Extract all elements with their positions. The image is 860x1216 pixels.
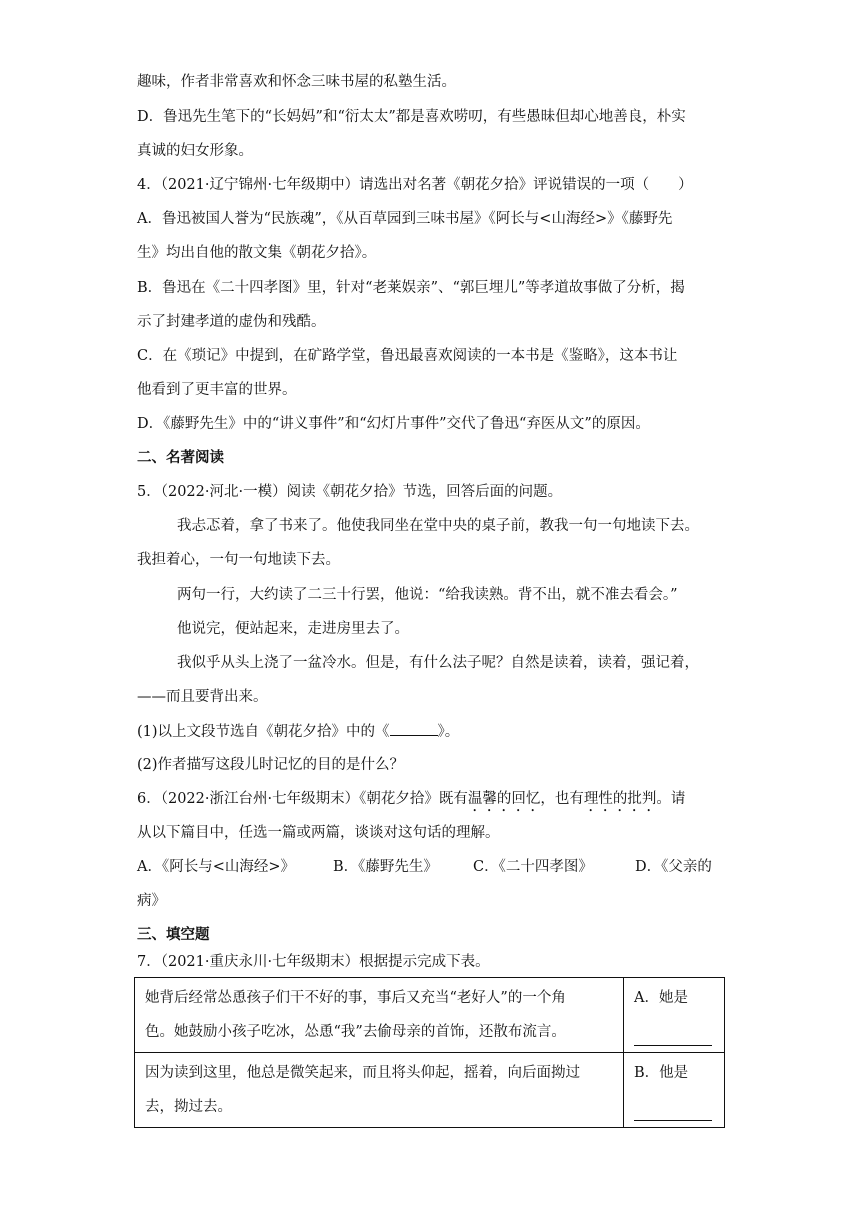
section-heading: 二、名著阅读 [137, 450, 224, 466]
q4-option-c: C．在《琐记》中提到，在矿路学堂，鲁迅最喜欢阅读的一本书是《鉴略》，这本书让 [137, 348, 678, 364]
text-line: D．鲁迅先生笔下的“长妈妈”和“衍太太”都是喜欢唠叨，有些愚昧但却心地善良，朴实 [137, 109, 686, 125]
emphasis-text: 理性的批判 [583, 791, 657, 807]
answer-blank[interactable] [634, 1015, 712, 1046]
passage-line: ——而且要背出来。 [137, 689, 268, 705]
table-cell-desc [135, 978, 624, 1053]
q4-option-a-cont: 生》均出自他的散文集《朝花夕拾》。 [137, 245, 377, 261]
q6-option-d-cont: 病》 [137, 893, 166, 909]
q6-stem-cont: 从以下篇目中，任选一篇或两篇，谈谈对这句话的理解。 [137, 825, 500, 841]
q4-option-b: B．鲁迅在《二十四孝图》里，针对“老莱娱亲”、“郭巨埋儿”等孝道故事做了分析，揭 [137, 280, 685, 296]
table-cell-answer [624, 978, 725, 1053]
q6-stem-text: ，也有 [540, 791, 584, 807]
q4-stem: 4．（2021·辽宁锦州·七年级期中）请选出对名著《朝花夕拾》评说错误的一项（ ） [137, 177, 693, 193]
q6-stem [137, 789, 685, 815]
q7-stem: 7．（2021·重庆永川·七年级期末）根据提示完成下表。 [137, 954, 490, 970]
table-cell-desc [135, 1053, 624, 1128]
passage-line: 我担着心，一句一句地读下去。 [137, 552, 340, 568]
text-line: 真诚的妇女形象。 [137, 143, 253, 159]
table-cell-answer [624, 1053, 725, 1128]
section-heading: 三、填空题 [137, 927, 210, 943]
answer-label: A．她是 [634, 990, 688, 1006]
answer-label: B．他是 [634, 1065, 689, 1081]
answer-blank[interactable] [390, 721, 438, 736]
q6-option-d: D．《父亲的 [635, 859, 712, 875]
cell-line: 她背后经常怂恿孩子们干不好的事，事后又充当“老好人”的一个角 [145, 990, 566, 1006]
q6-option-b: B．《藤野先生》 [333, 859, 438, 875]
q6-stem-text: 。请 [656, 791, 686, 807]
cell-line: 因为读到这里，他总是微笑起来，而且将头仰起，摇着，向后面拗过 [145, 1065, 580, 1081]
text-line: 趣味，作者非常喜欢和怀念三味书屋的私塾生活。 [137, 74, 456, 90]
q4-option-d: D．《藤野先生》中的“讲义事件”和“幻灯片事件”交代了鲁迅“弃医从文”的原因。 [137, 416, 650, 432]
q5-sub1-text: (1)以上文段节选自《朝花夕拾》中的《 [137, 724, 390, 740]
q6-option-c: C．《二十四孝图》 [473, 859, 593, 875]
q5-stem: 5．（2022·河北·一模）阅读《朝花夕拾》节选，回答后面的问题。 [137, 484, 563, 500]
q6-option-a: A．《阿长与<山海经>》 [137, 859, 296, 875]
q4-option-b-cont: 示了封建孝道的虚伪和残酷。 [137, 314, 326, 330]
fill-table [134, 977, 725, 1128]
table-row [135, 978, 725, 1053]
q5-sub1-end: 》。 [437, 724, 460, 740]
q4-option-a: A．鲁迅被国人誉为“民族魂”，《从百草园到三味书屋》《阿长与<山海经>》《藤野先 [137, 211, 673, 227]
table-row [135, 1053, 725, 1128]
q6-stem-text: 6．（2022·浙江台州·七年级期末）《朝花夕拾》既有 [137, 791, 468, 807]
answer-blank[interactable] [634, 1090, 712, 1121]
passage-line: 我似乎从头上浇了一盆冷水。但是，有什么法子呢？自然是读着，读着，强记着， [177, 655, 699, 671]
emphasis-text: 温馨的回忆 [467, 791, 541, 807]
passage-line: 两句一行，大约读了二三十行罢，他说：“给我读熟。背不出，就不准去看会。” [177, 587, 678, 603]
cell-line: 去，拗过去。 [145, 1099, 232, 1115]
q5-sub1 [137, 721, 459, 742]
q4-option-c-cont: 他看到了更丰富的世界。 [137, 382, 297, 398]
cell-line: 色。她鼓励小孩子吃冰，怂恿“我”去偷母亲的首饰，还散布流言。 [145, 1024, 566, 1040]
q5-sub2: (2)作者描写这段儿时记忆的目的是什么？ [137, 757, 405, 773]
passage-line: 我忐忑着，拿了书来了。他使我同坐在堂中央的桌子前，教我一句一句地读下去。 [177, 518, 699, 534]
passage-line: 他说完，便站起来，走进房里去了。 [177, 621, 409, 637]
